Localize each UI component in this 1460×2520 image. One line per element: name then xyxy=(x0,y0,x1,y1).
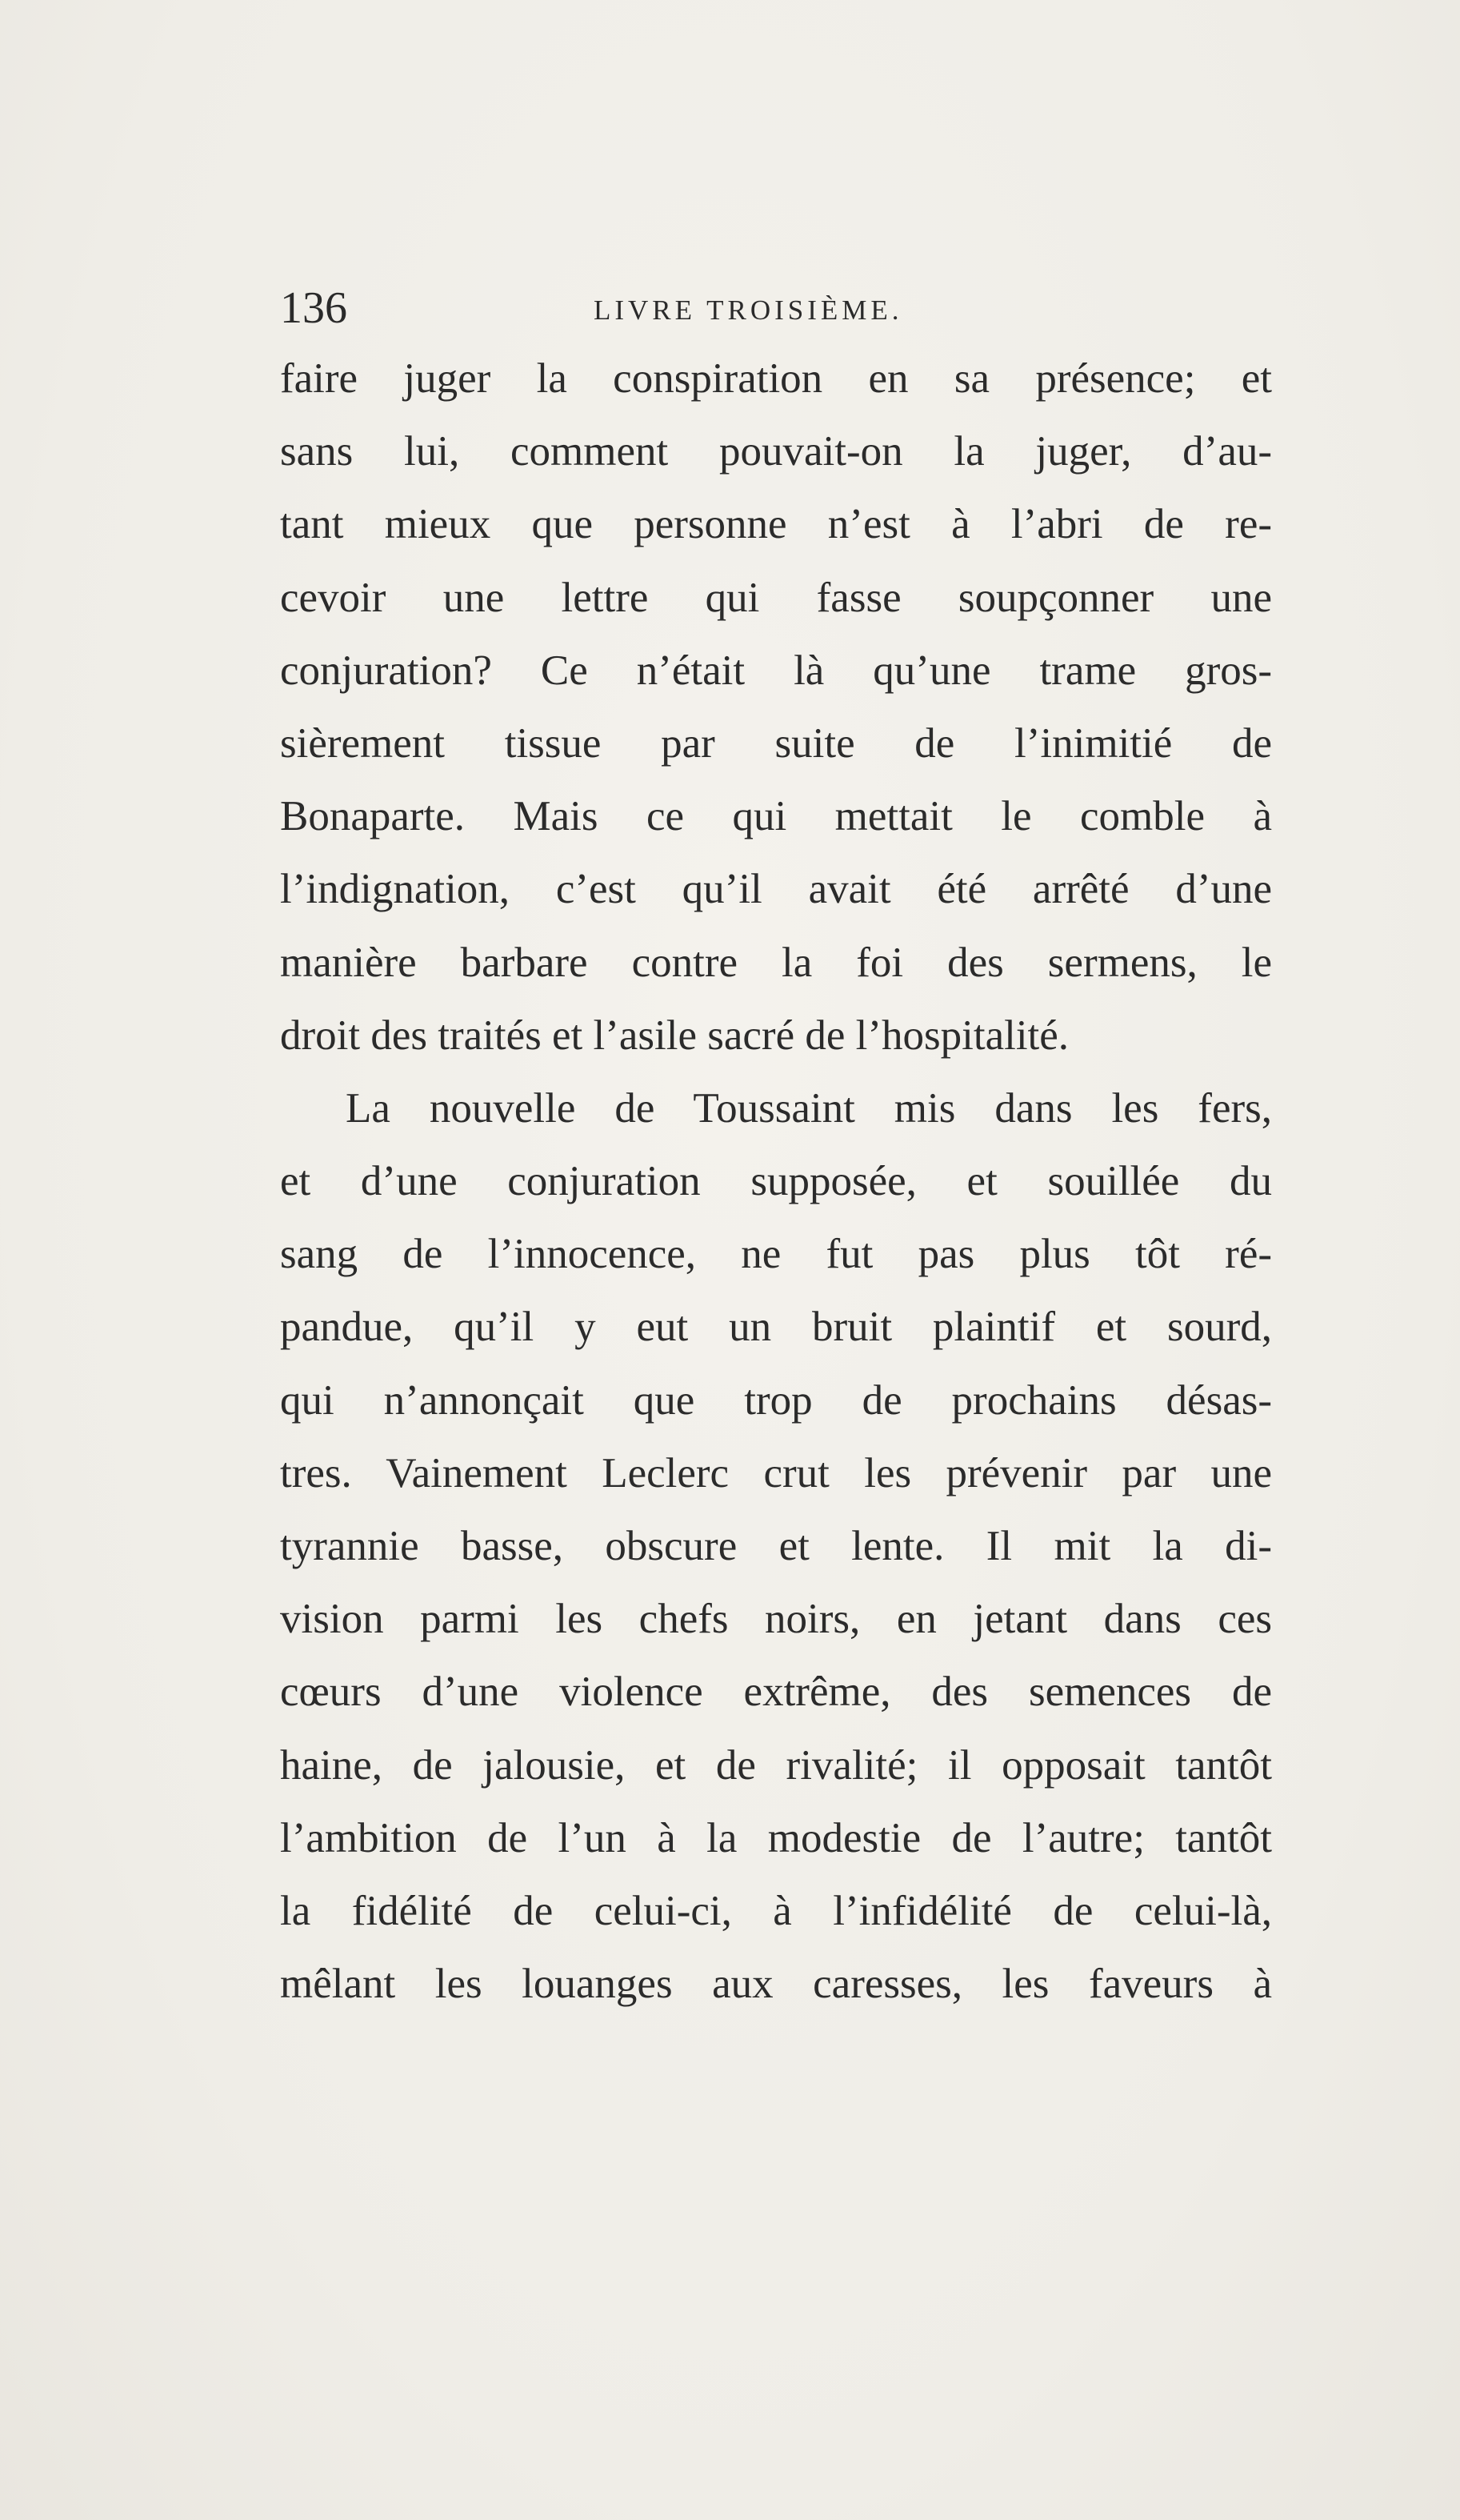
text-line: l’indignation, c’est qu’il avait été arrêté d’une xyxy=(280,866,1272,913)
body-text xyxy=(280,343,1272,2021)
text-line: Bonaparte. Mais ce qui mettait le comble à xyxy=(280,793,1272,840)
text-line: haine, de jalousie, et de rivalité; il opposait tantôt xyxy=(280,1741,1272,1789)
text-line: tant mieux que personne n’est à l’abri de re- xyxy=(280,501,1272,548)
text-line: sang de l’innocence, ne fut pas plus tôt ré- xyxy=(280,1231,1272,1278)
text-line: faire juger la conspiration en sa présence; et xyxy=(280,355,1272,402)
text-line: sièrement tissue par suite de l’inimitié de xyxy=(280,719,1272,767)
text-line: vision parmi les chefs noirs, en jetant dans ces xyxy=(280,1596,1272,1643)
running-title: LIVRE TROISIÈME. xyxy=(594,294,903,326)
text-line: tyrannie basse, obscure et lente. Il mit la di- xyxy=(280,1523,1272,1569)
text-line: cevoir une lettre qui fasse soupçonner une xyxy=(280,574,1272,621)
text-line: La nouvelle de Toussaint mis dans les fers, xyxy=(346,1084,1272,1132)
text-line: cœurs d’une violence extrême, des semences de xyxy=(280,1669,1272,1716)
text-line: tres. Vainement Leclerc crut les prévenir par une xyxy=(280,1449,1272,1496)
text-line: qui n’annonçait que trop de prochains désas- xyxy=(280,1376,1272,1424)
text-line: la fidélité de celui-ci, à l’infidélité de celui-là, xyxy=(280,1887,1272,1934)
text-line: sans lui, comment pouvait-on la juger, d’au- xyxy=(280,428,1272,475)
text-line: droit des traités et l’asile sacré de l’hospitalité. xyxy=(280,1012,1070,1059)
text-line: et d’une conjuration supposée, et souillée du xyxy=(280,1158,1272,1205)
text-line: pandue, qu’il y eut un bruit plaintif et sourd, xyxy=(280,1304,1272,1351)
page-number: 136 xyxy=(280,283,347,333)
text-line: l’ambition de l’un à la modestie de l’autre; tantôt xyxy=(280,1814,1272,1861)
text-line: mêlant les louanges aux caresses, les faveurs à xyxy=(280,1961,1272,2008)
page-header xyxy=(280,280,1272,336)
text-line: conjuration? Ce n’était là qu’une trame gros- xyxy=(280,647,1272,694)
text-line: manière barbare contre la foi des sermens, le xyxy=(280,939,1272,986)
